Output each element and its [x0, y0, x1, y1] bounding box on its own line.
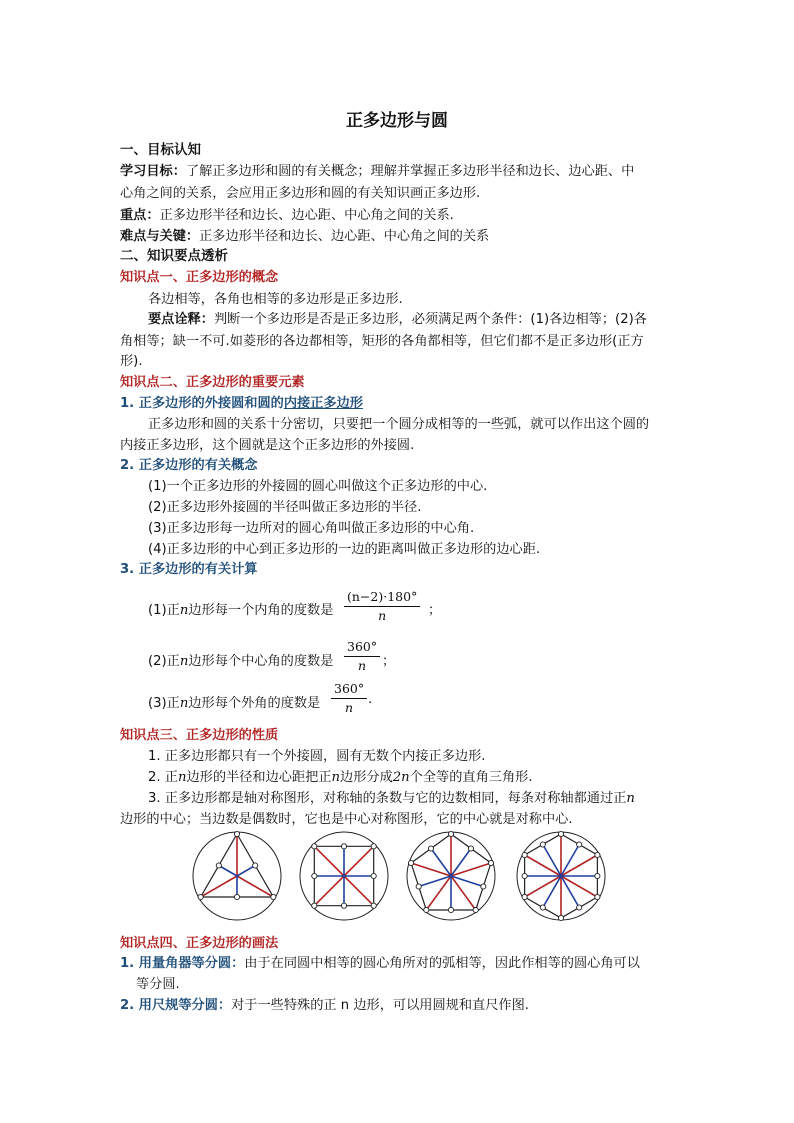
property-2-2n: 2n — [392, 770, 410, 785]
vertex-dot-4-2 — [312, 903, 317, 908]
radius-line-5-1 — [451, 863, 491, 876]
formula-3-text — [148, 692, 320, 711]
property-2-n2: n — [331, 770, 341, 785]
vertex-dot-5-3 — [424, 907, 429, 912]
kp2-sub-1-line-1: 正多边形和圆的关系十分密切，只要把一个圆分成相等的一些弧，就可以作出这个圆的 — [148, 417, 650, 432]
vertex-dot-5-2 — [473, 907, 478, 912]
kp1-note-line-2: 角相等；缺一不可.如菱形的各边都相等，矩形的各角都相等，但它们都不是正多边形(正方 — [120, 334, 644, 349]
midpoint-dot-4-1 — [341, 903, 346, 908]
vertex-dot-6-1 — [595, 852, 600, 857]
difficulty-text: 正多边形半径和边长、边心距、中心角之间的关系 — [199, 229, 490, 244]
midpoint-dot-3-2 — [216, 863, 221, 868]
formula-2-denominator: n — [358, 658, 367, 673]
formula-2-text — [148, 650, 333, 669]
formula-1-mid: 边形每一个内角的度数是 — [188, 603, 334, 618]
midpoint-dot-5-1 — [481, 884, 486, 889]
property-2-n1: n — [177, 770, 187, 785]
apothem-line-5-4 — [431, 849, 451, 876]
kp2-sub-1-heading — [120, 392, 363, 411]
goal-label: 学习目标： — [120, 164, 186, 179]
vertex-dot-5-4 — [408, 860, 413, 865]
property-3-n: n — [626, 791, 635, 806]
apothem-line-3-2 — [219, 866, 237, 877]
kp2-sub-1-line-2: 内接正多边形，这个圆就是这个正多边形的外接圆. — [120, 438, 415, 453]
learning-goal-line-1 — [120, 160, 634, 179]
midpoint-dot-5-3 — [416, 884, 421, 889]
concept-3: (3)正多边形每一边所对的圆心角叫做正多边形的中心角. — [148, 521, 475, 536]
formula-1-text — [148, 599, 333, 618]
formula-3-numerator: 360° — [331, 680, 367, 699]
drawing-method-1-text: 由于在同圆中相等的圆心角所对的弧相等，因此作相等的圆心角可以 — [244, 956, 640, 971]
vertex-dot-3-1 — [271, 894, 276, 899]
property-3-line-1 — [148, 787, 635, 806]
radius-line-5-3 — [426, 876, 451, 910]
vertex-dot-6-0 — [558, 831, 563, 836]
radius-line-5-4 — [411, 863, 451, 876]
formula-3-mid: 边形每个外角的度数是 — [188, 696, 321, 711]
formula-2-numerator: 360° — [344, 638, 380, 657]
formula-3-end: . — [368, 692, 373, 707]
vertex-dot-6-4 — [522, 894, 527, 899]
formula-1-numerator: (n−2)·180° — [344, 588, 420, 607]
formula-3-n: n — [179, 696, 189, 711]
section-heading-2: 二、知识要点透析 — [120, 248, 228, 264]
formula-1-prefix: (1)正 — [148, 603, 180, 618]
apothem-line-5-1 — [451, 876, 483, 887]
vertex-dot-4-0 — [371, 844, 376, 849]
formula-2-prefix: (2)正 — [148, 654, 180, 669]
kp2-sub-1-a: 1. 正多边形的外接圆和圆的 — [120, 396, 284, 411]
vertex-dot-5-1 — [488, 860, 493, 865]
formula-2-end: ； — [382, 654, 396, 669]
difficulty-line — [120, 225, 489, 244]
kp1-note-label: 要点诠释： — [148, 312, 214, 327]
kp1-definition: 各边相等，各角也相等的多边形是正多边形. — [148, 292, 403, 307]
midpoint-dot-6-2 — [577, 905, 582, 910]
formula-3-denominator: n — [345, 700, 354, 715]
vertex-dot-6-3 — [558, 915, 563, 920]
drawing-method-2-text: 对于一些特殊的正 n 边形，可以用圆规和直尺作图. — [231, 998, 529, 1013]
key-label: 重点： — [120, 208, 160, 223]
formula-1-n: n — [179, 603, 189, 618]
midpoint-dot-6-3 — [540, 905, 545, 910]
midpoint-dot-3-0 — [253, 863, 258, 868]
midpoint-dot-6-4 — [522, 873, 527, 878]
midpoint-dot-4-3 — [341, 844, 346, 849]
midpoint-dot-6-5 — [540, 842, 545, 847]
key-point-line — [120, 204, 454, 223]
knowledge-point-4-heading: 知识点四、正多边形的画法 — [120, 936, 279, 951]
property-2-c: 边形分成 — [340, 770, 393, 785]
drawing-method-1-label: 1. 用量角器等分圆： — [120, 956, 245, 971]
kp2-sub-1-b: 内接正多边形 — [283, 396, 363, 411]
property-1: 1. 正多边形都只有一个外接圆，圆有无数个内接正多边形. — [148, 749, 486, 764]
knowledge-point-1-heading: 知识点一、正多边形的概念 — [120, 270, 279, 285]
vertex-dot-5-0 — [448, 831, 453, 836]
drawing-method-1-line-1 — [120, 952, 640, 971]
apothem-line-5-3 — [419, 876, 451, 887]
midpoint-dot-3-1 — [234, 894, 239, 899]
radius-line-4-0 — [344, 846, 374, 876]
learning-goal-line-2: 心角之间的关系，会应用正多边形和圆的有关知识画正多边形. — [120, 186, 481, 201]
kp1-note-line-1 — [148, 308, 647, 327]
formula-2-fraction — [344, 638, 380, 675]
property-2 — [148, 766, 533, 785]
vertex-dot-6-2 — [595, 894, 600, 899]
midpoint-dot-6-0 — [577, 842, 582, 847]
midpoint-dot-4-0 — [371, 873, 376, 878]
vertex-dot-3-2 — [198, 894, 203, 899]
drawing-method-2 — [120, 994, 529, 1013]
vertex-dot-6-5 — [522, 852, 527, 857]
drawing-method-1-line-2: 等分圆. — [136, 977, 180, 992]
page-title: 正多边形与圆 — [346, 111, 448, 131]
kp1-note-line-3: 形). — [120, 354, 143, 369]
formula-1-fraction — [344, 588, 420, 625]
key-text: 正多边形半径和边长、边心距、中心角之间的关系. — [159, 208, 454, 223]
apothem-line-5-0 — [451, 849, 471, 876]
radius-line-5-2 — [451, 876, 476, 910]
formula-1-end: ； — [428, 603, 442, 618]
apothem-line-3-0 — [237, 866, 255, 877]
radius-line-4-1 — [344, 876, 374, 906]
knowledge-point-3-heading: 知识点三、正多边形的性质 — [120, 728, 279, 743]
formula-3-prefix: (3)正 — [148, 696, 180, 711]
formula-2-mid: 边形每个中心角的度数是 — [188, 654, 334, 669]
concept-2: (2)正多边形外接圆的半径叫做正多边形的半径. — [148, 500, 422, 515]
midpoint-dot-5-0 — [468, 846, 473, 851]
vertex-dot-3-0 — [234, 831, 239, 836]
section-heading-1: 一、目标认知 — [120, 142, 201, 158]
concept-1: (1)一个正多边形的外接圆的圆心叫做这个正多边形的中心. — [148, 479, 488, 494]
property-2-b: 边形的半径和边心距把正 — [186, 770, 332, 785]
midpoint-dot-5-2 — [448, 907, 453, 912]
vertex-dot-4-3 — [312, 844, 317, 849]
midpoint-dot-4-2 — [312, 873, 317, 878]
kp1-note-text-1: 判断一个多边形是否是正多边形，必须满足两个条件：(1)各边相等；(2)各 — [213, 312, 647, 327]
formula-2-n: n — [179, 654, 189, 669]
concept-4: (4)正多边形的中心到正多边形的一边的距离叫做正多边形的边心距. — [148, 542, 541, 557]
radius-line-4-3 — [314, 846, 344, 876]
difficulty-label: 难点与关键： — [120, 229, 200, 244]
formula-1-denominator: n — [378, 608, 387, 623]
kp2-sub-2-heading: 2. 正多边形的有关概念 — [120, 458, 258, 473]
vertex-dot-4-1 — [371, 903, 376, 908]
polygon-figures — [0, 830, 794, 930]
formula-3-fraction — [331, 680, 367, 717]
drawing-method-2-label: 2. 用尺规等分圆： — [120, 998, 232, 1013]
midpoint-dot-5-4 — [428, 846, 433, 851]
midpoint-dot-6-1 — [595, 873, 600, 878]
radius-line-4-2 — [314, 876, 344, 906]
property-2-a: 2. 正 — [148, 770, 178, 785]
property-3-line-2: 边形的中心；当边数是偶数时，它也是中心对称图形，它的中心就是对称中心. — [120, 812, 573, 827]
knowledge-point-2-heading: 知识点二、正多边形的重要元素 — [120, 375, 305, 390]
kp2-sub-3-heading: 3. 正多边形的有关计算 — [120, 562, 258, 577]
property-3-text-1: 3. 正多边形都是轴对称图形，对称轴的条数与它的边数相同，每条对称轴都通过正 — [148, 791, 627, 806]
goal-text-1: 了解正多边形和圆的有关概念；理解并掌握正多边形半径和边长、边心距、中 — [185, 164, 635, 179]
property-2-e: 个全等的直角三角形. — [409, 770, 533, 785]
